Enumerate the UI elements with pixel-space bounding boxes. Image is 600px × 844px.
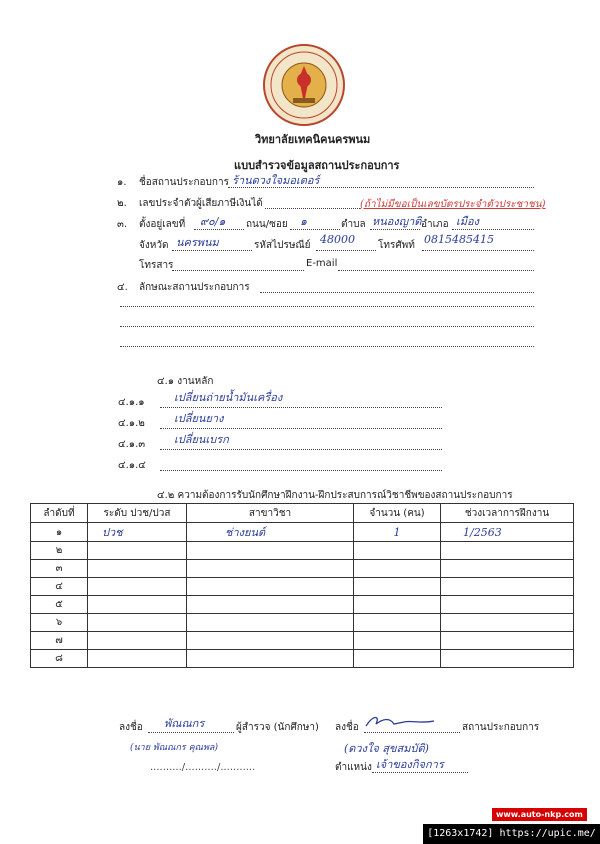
table-row	[31, 578, 574, 596]
fax-line	[172, 270, 304, 271]
col-header-count: จำนวน (คน)	[354, 504, 441, 523]
internship-needs-label: ๔.๒ ความต้องการรับนักศึกษาฝึกงาน-ฝึกประสบการณ์วิชาชีพของสถานประกอบการ	[157, 490, 513, 501]
province-value: นครพนม	[176, 236, 219, 249]
cell-level	[88, 614, 187, 632]
business-name-label: ชื่อสถานประกอบการ	[139, 177, 229, 188]
business-name-value: ร้านดวงใจมอเตอร์	[232, 174, 320, 187]
cell-count: 1	[354, 523, 441, 542]
address-label: ตั้งอยู่เลขที่	[139, 219, 186, 230]
table-header-row	[31, 504, 574, 523]
cell-order: ๒	[31, 542, 88, 560]
table-row	[31, 542, 574, 560]
business-sign-line	[364, 732, 460, 733]
college-name: วิทยาลัยเทคนิคนครพนม	[255, 133, 371, 146]
table-row	[31, 596, 574, 614]
cell-major: ช่างยนต์	[187, 523, 354, 542]
cell-period	[441, 650, 574, 668]
cell-count	[354, 560, 441, 578]
college-seal-logo	[263, 44, 345, 126]
cell-count	[354, 578, 441, 596]
cell-level	[88, 596, 187, 614]
col-header-period: ช่วงเวลาการฝึกงาน	[441, 504, 574, 523]
phone-label: โทรศัพท์	[378, 240, 415, 251]
cell-major	[187, 560, 354, 578]
main-job-value: เปลี่ยนถ่ายน้ำมันเครื่อง	[174, 391, 283, 404]
cell-major	[187, 650, 354, 668]
phone-value: 0815485415	[424, 233, 494, 246]
business-type-line-1	[120, 306, 534, 307]
cell-period	[441, 560, 574, 578]
item3-number: ๓.	[117, 219, 128, 230]
cell-order: ๕	[31, 596, 88, 614]
cell-order: ๓	[31, 560, 88, 578]
business-type-label: ลักษณะสถานประกอบการ	[139, 282, 250, 293]
cell-count	[354, 614, 441, 632]
col-header-major: สาขาวิชา	[187, 504, 354, 523]
cell-major	[187, 614, 354, 632]
cell-level	[88, 650, 187, 668]
main-job-number: ๔.๑.๔	[118, 460, 146, 471]
position-value: เจ้าของกิจการ	[376, 758, 444, 771]
cell-level	[88, 632, 187, 650]
cell-level	[88, 560, 187, 578]
tax-id-field-line	[265, 208, 360, 209]
road-line	[290, 229, 340, 230]
cell-count	[354, 596, 441, 614]
cell-count	[354, 542, 441, 560]
col-header-order: ลำดับที่	[31, 504, 88, 523]
province-label: จังหวัด	[139, 240, 169, 251]
cell-period	[441, 614, 574, 632]
business-type-line-2	[120, 326, 534, 327]
table-row	[31, 614, 574, 632]
main-job-line	[160, 470, 442, 471]
main-job-number: ๔.๑.๒	[118, 418, 145, 429]
cell-major	[187, 596, 354, 614]
district-label: อำเภอ	[421, 219, 449, 230]
business-type-line-0	[260, 292, 534, 293]
cell-order: ๔	[31, 578, 88, 596]
item2-number: ๒.	[117, 198, 127, 209]
tax-id-label: เลขประจำตัวผู้เสียภาษีเงินได้	[139, 198, 263, 209]
cell-period	[441, 578, 574, 596]
cell-order: ๑	[31, 523, 88, 542]
main-job-number: ๔.๑.๑	[118, 397, 145, 408]
student-signature: พัณณกร	[164, 717, 205, 730]
business-sign-label: ลงชื่อ	[335, 722, 359, 733]
cell-level: ปวช	[88, 523, 187, 542]
student-date: ........../........../...........	[150, 762, 256, 773]
table-row	[31, 560, 574, 578]
table-row	[31, 650, 574, 668]
cell-order: ๘	[31, 650, 88, 668]
internship-table	[30, 503, 574, 668]
main-job-section-label: ๔.๑ งานหลัก	[157, 376, 214, 387]
student-sign-line	[148, 732, 234, 733]
item1-number: ๑.	[117, 177, 127, 188]
website-watermark: www.auto-nkp.com	[492, 808, 587, 821]
fax-label: โทรสาร	[139, 260, 174, 271]
main-job-line	[160, 407, 442, 408]
subdistrict-label: ตำบล	[341, 219, 366, 230]
student-name: (นาย พัณณกร คุณพล)	[130, 743, 218, 753]
student-role-label: ผู้สำรวจ (นักศึกษา)	[236, 722, 319, 733]
cell-level	[88, 578, 187, 596]
subdistrict-value: หนองญาติ	[372, 215, 422, 228]
cell-major	[187, 542, 354, 560]
district-value: เมือง	[456, 215, 479, 228]
form-title: แบบสำรวจข้อมูลสถานประกอบการ	[234, 159, 400, 172]
col-header-level: ระดับ ปวช/ปวส	[88, 504, 187, 523]
cell-count	[354, 650, 441, 668]
email-line	[338, 270, 534, 271]
business-owner-name: (ดวงใจ สุขสมบัติ)	[344, 742, 429, 755]
item4-number: ๔.	[117, 282, 128, 293]
postcode-line	[316, 250, 376, 251]
cell-level	[88, 542, 187, 560]
table-row	[31, 632, 574, 650]
tax-id-note: (ถ้าไม่มีขอเป็นเลขบัตรประจำตัวประชาชน)	[360, 199, 546, 210]
cell-order: ๗	[31, 632, 88, 650]
email-label: E-mail	[306, 258, 338, 269]
main-job-line	[160, 449, 442, 450]
road-label: ถนน/ซอย	[246, 219, 288, 230]
cell-period	[441, 596, 574, 614]
address-value: ๙๐/๑	[200, 215, 226, 228]
road-value: ๑	[300, 215, 307, 228]
cell-major	[187, 632, 354, 650]
main-job-line	[160, 428, 442, 429]
cell-period: 1/2563	[441, 523, 574, 542]
main-job-value: เปลี่ยนเบรก	[174, 433, 229, 446]
cell-period	[441, 632, 574, 650]
image-host-size-bar: [1263x1742] https://upic.me/	[423, 824, 600, 844]
position-label: ตำแหน่ง	[335, 762, 372, 773]
business-role-label: สถานประกอบการ	[462, 722, 540, 733]
table-row	[31, 523, 574, 542]
phone-line	[422, 250, 534, 251]
cell-count	[354, 632, 441, 650]
cell-order: ๖	[31, 614, 88, 632]
cell-period	[441, 542, 574, 560]
cell-major	[187, 578, 354, 596]
postcode-value: 48000	[320, 233, 355, 246]
postcode-label: รหัสไปรษณีย์	[254, 240, 311, 251]
student-sign-label: ลงชื่อ	[119, 722, 143, 733]
business-signature-scribble	[364, 712, 444, 732]
business-type-line-3	[120, 346, 534, 347]
main-job-value: เปลี่ยนยาง	[174, 412, 224, 425]
main-job-number: ๔.๑.๓	[118, 439, 146, 450]
